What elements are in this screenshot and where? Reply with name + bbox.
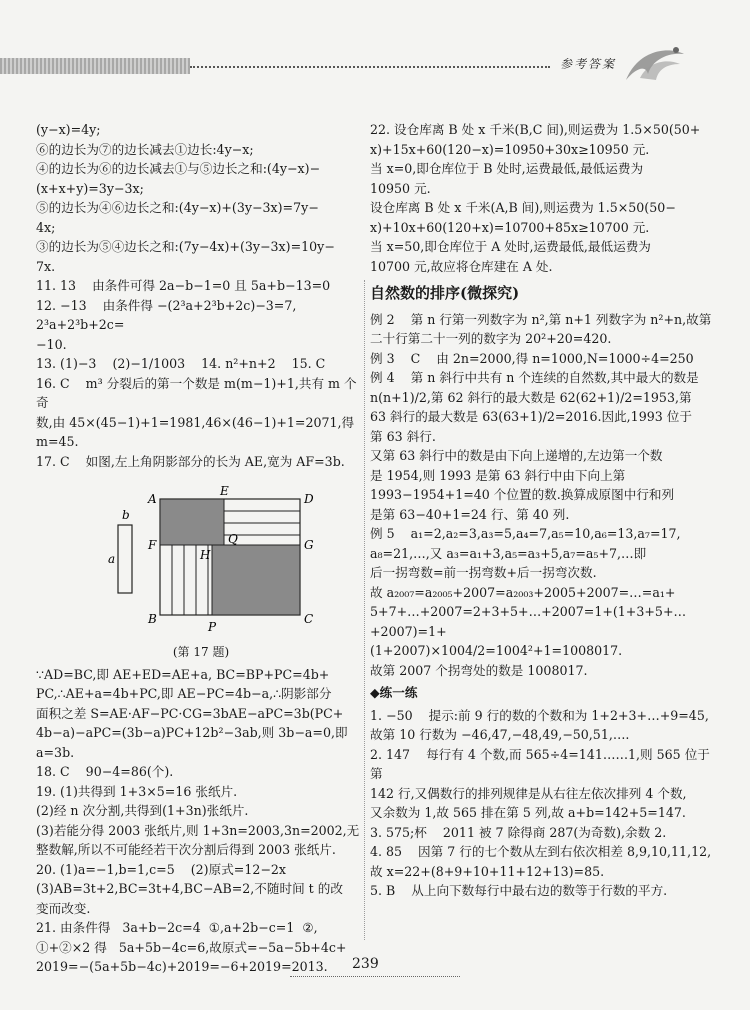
figure-label: H: [200, 548, 211, 562]
figure-label: Q: [228, 532, 238, 546]
answer-line: 7x.: [36, 258, 56, 274]
answer-line: (3)若能分得 2003 张纸片,则 1+3n=2003,3n=2002,无: [36, 822, 360, 838]
practice-line: 5. B 从上向下数每行中最右边的数等于行数的平方.: [370, 883, 668, 898]
figure-label: P: [208, 620, 217, 634]
figure-label: A: [148, 492, 157, 506]
example-line: 故第 2007 个拐弯处的数是 1008017.: [370, 662, 588, 678]
figure-17-diagram: [36, 475, 366, 641]
answer-line: ③的边长为⑤④边长之和:(7y−4x)+(3y−3x)=10y−: [36, 239, 335, 254]
example-line: 5+7+…+2007=2+3+5+…+2007=1+(1+3+5+…+2007)=1+: [370, 604, 687, 639]
example-line: 故 a₂₀₀₇=a₂₀₀₅+2007=a₂₀₀₃+2005+2007=…=a₁+: [370, 584, 676, 600]
answer-line: 当 x=0,即仓库位于 B 处时,运费最低,最低运费为: [370, 161, 644, 176]
answer-line: 13. (1)−3 (2)−1/1003 14. n²+n+2 15. C: [36, 356, 326, 371]
figure-label: a: [108, 552, 116, 566]
example-line: 是 1954,则 1993 是第 63 斜行中由下向上第: [370, 467, 626, 483]
answer-line: 2019=−(5a+5b−4c)+2019=−6+2019=2013.: [36, 959, 328, 974]
example-line: 例 5 a₁=2,a₂=3,a₃=5,a₄=7,a₅=10,a₆=13,a₇=17,: [370, 526, 681, 541]
header-texture-band: [0, 58, 190, 74]
swirl-ornament-icon: [618, 40, 690, 88]
answer-line: 20. (1)a=−1,b=1,c=5 (2)原式=12−2x: [36, 861, 287, 877]
answer-line: ④的边长为⑥的边长减去①与⑤边长之和:(4y−x)−: [36, 161, 321, 176]
practice-line: 故第 10 行数为 −46,47,−48,49,−50,51,….: [370, 727, 630, 742]
figure-label: C: [304, 612, 314, 626]
example-line: 是第 63−40+1=24 行、第 40 列.: [370, 506, 570, 522]
answer-line: 4x;: [36, 219, 56, 235]
answer-line: a=3b.: [36, 744, 75, 760]
right-column: [370, 120, 720, 901]
example-line: 例 4 第 n 斜行中共有 n 个连续的自然数,其中最大的数是: [370, 370, 699, 385]
answer-line: 设仓库离 B 处 x 千米(A,B 间),则运费为 1.5×50(50−: [370, 200, 676, 215]
section-title: 自然数的排序(微探究): [370, 284, 520, 302]
answer-line: 18. C 90−4=86(个).: [36, 764, 174, 779]
figure-label: b: [122, 508, 130, 522]
example-line: 二十行第二十一列的数字为 20²+20=420.: [370, 331, 612, 346]
answer-line: PC,∴AE+a=4b+PC,即 AE−PC=4b−a,∴阴影部分: [36, 686, 332, 701]
footer-dotted-rule: [290, 976, 460, 977]
header-title: 参考答案: [560, 57, 617, 71]
answer-line: 21. 由条件得 3a+b−2c=4 ①,a+2b−c=1 ②,: [36, 920, 318, 935]
answer-line: 19. (1)共得到 1+3×5=16 张纸片.: [36, 783, 238, 799]
figure-label: E: [220, 484, 229, 498]
answer-line: 17. C 如图,左上角阴影部分的长为 AE,宽为 AF=3b.: [36, 453, 345, 469]
answer-line: 11. 13 由条件可得 2a−b−1=0 且 5a+b−13=0: [36, 278, 331, 293]
example-line: 第 63 斜行.: [370, 428, 436, 444]
figure-caption: (第 17 题): [172, 645, 230, 659]
example-line: a₈=21,…,又 a₃=a₁+3,a₅=a₃+5,a₇=a₅+7,…即: [370, 545, 647, 561]
practice-line: 故 x=22+(8+9+10+11+12+13)=85.: [370, 863, 605, 879]
page-number: 239: [352, 956, 379, 972]
answer-line: ⑤的边长为④⑥边长之和:(4y−x)+(3y−3x)=7y−: [36, 200, 319, 215]
figure-label: G: [304, 538, 314, 552]
practice-line: 3. 575;杯 2011 被 7 除得商 287(为奇数),余数 2.: [370, 824, 667, 840]
practice-line: 4. 85 因第 7 行的七个数从左到右依次相差 8,9,10,11,12,: [370, 844, 712, 859]
answer-line: 22. 设仓库离 B 处 x 千米(B,C 间),则运费为 1.5×50(50+: [370, 122, 701, 137]
answer-line: x)+15x+60(120−x)=10950+30x≥10950 元.: [370, 141, 650, 157]
example-line: 1993−1954+1=40 个位置的数.换算成原图中行和列: [370, 487, 675, 502]
example-line: 例 3 C 由 2n=2000,得 n=1000,N=1000÷4=250: [370, 350, 694, 366]
practice-line: 142 行,又偶数行的排列规律是从右往左依次排列 4 个数,: [370, 785, 687, 801]
left-column: [36, 120, 366, 977]
figure-label: B: [148, 612, 157, 626]
answer-line: (x+x+y)=3y−3x;: [36, 180, 144, 196]
header-dotted-rule: [190, 66, 550, 68]
answer-line: −10.: [36, 336, 67, 352]
figure-label: D: [304, 492, 314, 506]
figure-label: F: [148, 538, 157, 552]
answer-line: 4b−a)−aPC=(3b−a)PC+12b²−3ab,则 3b−a=0,即: [36, 725, 348, 740]
answer-line: 面积之差 S=AE·AF−PC·CG=3bAE−aPC=3b(PC+: [36, 705, 344, 721]
answer-line: 16. C m³ 分裂后的第一个数是 m(m−1)+1,共有 m 个奇: [36, 375, 357, 410]
example-line: 后一拐弯数=前一拐弯数+后一拐弯次数.: [370, 565, 597, 580]
answer-line: ∵AD=BC,即 AE+ED=AE+a, BC=BP+PC=4b+: [36, 666, 330, 682]
answer-line: ①+②×2 得 5a+5b−4c=6,故原式=−5a−5b+4c+: [36, 939, 347, 955]
figure-17: [36, 475, 366, 641]
practice-line: 1. −50 提示:前 9 行的数的个数和为 1+2+3+…+9=45,: [370, 707, 709, 723]
practice-title: ◆练一练: [370, 685, 418, 700]
practice-line: 2. 147 每行有 4 个数,而 565÷4=141……1,则 565 位于第: [370, 746, 710, 781]
answer-line: (y−x)=4y;: [36, 122, 101, 137]
answer-line: 10700 元,故应将仓库建在 A 处.: [370, 258, 553, 274]
answer-line: 当 x=50,即仓库位于 A 处时,运费最低,最低运费为: [370, 239, 651, 254]
answer-line: (2)经 n 次分割,共得到(1+3n)张纸片.: [36, 803, 249, 818]
answer-line: (3)AB=3t+2,BC=3t+4,BC−AB=2,不随时间 t 的改: [36, 881, 343, 896]
answer-line: x)+10x+60(120+x)=10700+85x≥10700 元.: [370, 219, 650, 235]
answer-line: ⑥的边长为⑦的边长减去①边长:4y−x;: [36, 141, 254, 157]
answer-line: 整数解,所以不可能经若干次分割后得到 2003 张纸片.: [36, 842, 336, 857]
example-line: 63 斜行的最大数是 63(63+1)/2=2016.因此,1993 位于: [370, 409, 692, 424]
answer-line: 12. −13 由条件得 −(2³a+2³b+2c)−3=7, 2³a+2³b+2c=: [36, 297, 301, 332]
practice-line: 又余数为 1,故 565 排在第 5 列,故 a+b=142+5=147.: [370, 805, 686, 820]
answer-line: 变而改变.: [36, 900, 91, 916]
example-line: n(n+1)/2,第 62 斜行的最大数是 62(62+1)/2=1953,第: [370, 389, 692, 405]
example-line: 又第 63 斜行中的数是由下向上递增的,左边第一个数: [370, 448, 663, 463]
example-line: (1+2007)×1004/2=1004²+1=1008017.: [370, 643, 623, 658]
answer-line: 10950 元.: [370, 180, 431, 196]
example-line: 例 2 第 n 行第一列数字为 n²,第 n+1 列数字为 n²+n,故第: [370, 311, 712, 327]
answer-line: 数,由 45×(45−1)+1=1981,46×(46−1)+1=2071,得: [36, 414, 355, 430]
answer-line: m=45.: [36, 434, 79, 449]
